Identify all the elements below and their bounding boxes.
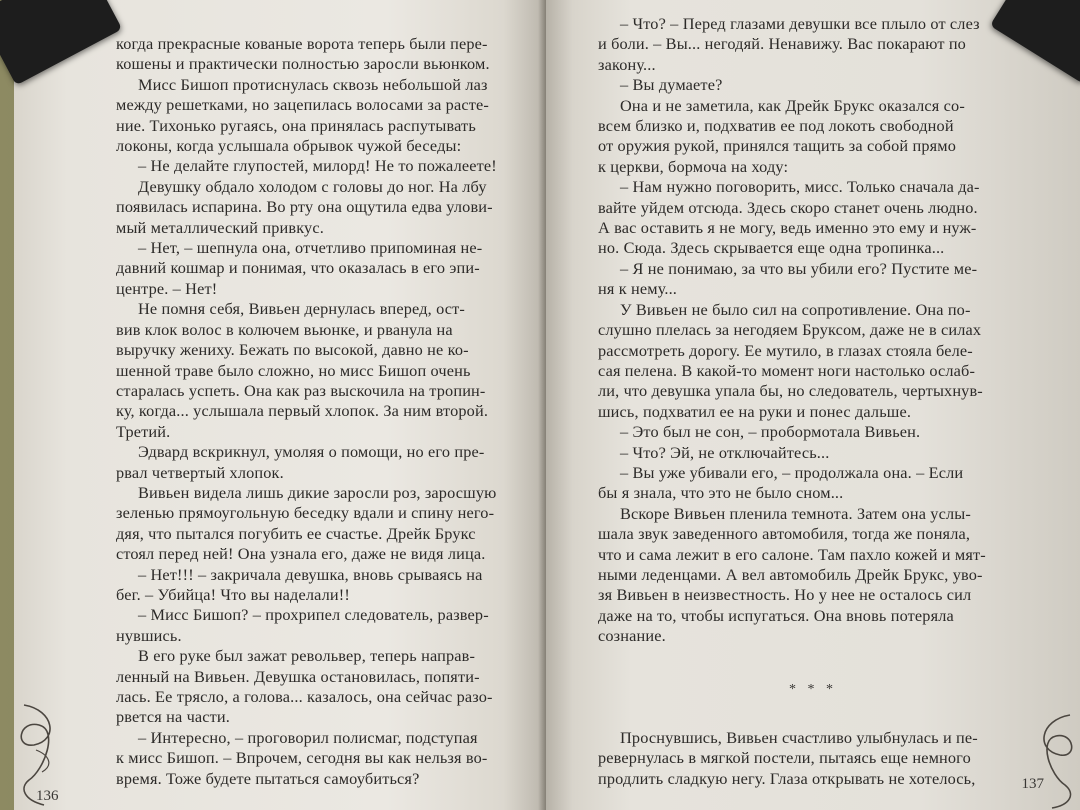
text-line: слушно плелась за негодяем Бруксом, даже не в силах (598, 320, 982, 340)
text-line: У Вивьен не было сил на сопротивление. Она по- (620, 299, 971, 319)
text-line: Вивьен видела лишь дикие заросли роз, заросшую (138, 482, 497, 502)
page-number-left: 136 (36, 788, 59, 804)
text-line: бы я знала, что это не было сном... (598, 483, 844, 503)
text-line: Проснувшись, Вивьен счастливо улыбнулась и пе- (620, 728, 978, 747)
text-line: и боли. – Вы... негодяй. Ненавижу. Вас покарают по (598, 34, 966, 54)
text-line: но. Сюда. Здесь скрывается еще одна тропинка... (598, 238, 945, 258)
text-line: сая пелена. В какой-то момент ноги настолько ослаб- (598, 360, 976, 380)
text-line: ными леденцами. А вел автомобиль Дрейк Брукс, уво- (598, 564, 983, 584)
text-line: между решетками, но зацепилась волосами за расте- (116, 95, 489, 115)
text-line: Девушку обдало холодом с головы до ног. На лбу (138, 176, 487, 196)
text-line: шала звук заведенного автомобиля, тогда же поняла, (598, 524, 971, 544)
text-line: рассмотреть дорогу. Ее мутило, в глазах стояла беле- (598, 340, 973, 360)
text-line: – Что? – Перед глазами девушки все плыло от слез (620, 14, 980, 33)
text-line: рвал четвертый хлопок. (116, 462, 284, 482)
text-line: ние. Тихонько ругаясь, она принялась распутывать (116, 115, 476, 135)
text-line: ня к нему... (598, 279, 678, 299)
text-line: рвется на части. (116, 707, 231, 727)
text-line: что и сама лежит в его салоне. Там пахло кожей и мят- (598, 544, 986, 564)
text-line: зя Вивьен в неизвестность. Но у нее не осталось сил (598, 585, 972, 605)
text-line: закону... (598, 54, 656, 74)
text-line: – Не делайте глупостей, милорд! Не то пожалеете! (138, 156, 497, 176)
section-break: * * * (789, 682, 837, 697)
text-line: сознание. (598, 626, 666, 646)
text-line: – Вы думаете? (620, 75, 723, 95)
text-line: Эдвард вскрикнул, умоляя о помощи, но его пре- (138, 442, 485, 462)
text-line: локоны, когда услышала обрывок чужой беседы: (116, 136, 462, 156)
text-line: ку, когда... услышала первый хлопок. За ним второй. (116, 401, 489, 421)
text-line: А вас оставить я не могу, ведь именно это ему и нуж- (598, 218, 977, 238)
text-line: Она и не заметила, как Дрейк Брукс оказался со- (620, 95, 965, 115)
text-line: – Интересно, – проговорил полисмаг, подступая (138, 727, 478, 747)
text-line: вайте уйдем отсюда. Здесь скоро станет очень людно. (598, 197, 978, 217)
text-line: В его руке был зажат револьвер, теперь направ- (138, 646, 476, 666)
text-line: всем близко и, подхватив ее под локоть свободной (598, 116, 954, 136)
text-line: к мисс Бишоп. – Впрочем, сегодня вы как нельзя во- (116, 748, 488, 768)
text-line: Мисс Бишоп протиснулась сквозь небольшой лаз (138, 74, 488, 94)
right-page (546, 0, 1080, 810)
text-line: мый металлический привкус. (116, 217, 324, 237)
text-line: появилась испарина. Во рту она ощутила едва улови- (116, 197, 493, 217)
right-page-text-after-break (598, 728, 1008, 789)
text-line: выручку жениху. Бежать по высокой, давно не ко- (116, 340, 469, 360)
text-line: – Я не понимаю, за что вы убили его? Пустите ме- (620, 258, 978, 278)
text-line: к церкви, бормоча на ходу: (598, 156, 789, 176)
text-line: вив клок волос в колючем вьюнке, и рванула на (116, 319, 453, 339)
text-line: – Это был не сон, – пробормотала Вивьен. (620, 422, 921, 442)
text-line: от оружия рукой, принялся тащить за собой прямо (598, 136, 956, 156)
text-line: нувшись. (116, 625, 182, 645)
ornament-flourish-right-icon (1010, 710, 1080, 810)
page-number-right: 137 (1021, 776, 1044, 792)
text-line: – Нет!!! – закричала девушка, вновь срываясь на (138, 564, 483, 584)
text-line: ревернулась в мягкой постели, пытаясь еще немного (598, 748, 971, 768)
text-line: даже на то, чтобы испугаться. Она вновь потеряла (598, 605, 954, 625)
text-line: – Мисс Бишоп? – прохрипел следователь, развер- (138, 605, 489, 625)
text-line: время. Тоже будете пытаться самоубиться? (116, 768, 420, 788)
text-line: давний кошмар и понимая, что оказалась в его эпи- (116, 258, 480, 278)
text-line: центре. – Нет! (116, 278, 218, 298)
text-line: – Нет, – шепнула она, отчетливо припоминая не- (138, 238, 483, 258)
text-line: шись, подхватил ее на руки и понес дальше. (598, 401, 912, 421)
text-line: старалась успеть. Она как раз выскочила на тропин- (116, 380, 486, 400)
text-line: продлить сладкую негу. Глаза открывать не хотелось, (598, 768, 976, 788)
text-line: стоял перед ней! Она узнала его, даже не видя лица. (116, 544, 486, 564)
text-line: Не помня себя, Вивьен дернулась вперед, ост- (138, 299, 466, 319)
right-page-text (598, 14, 1008, 647)
text-line: ленный на Вивьен. Девушка остановилась, попяти- (116, 666, 480, 686)
text-line: лась. Ее трясло, а голова... казалось, она сейчас разо- (116, 687, 493, 706)
text-line: ли, что девушка упала бы, но следователь, чертыхнув- (598, 381, 983, 401)
text-line: – Вы уже убивали его, – продолжала она. – Если (620, 462, 964, 482)
text-line: Третий. (116, 421, 171, 441)
text-line: кошены и практически полностью заросли вьюнком. (116, 54, 490, 74)
left-page (14, 0, 546, 810)
text-line: шенной траве было сложно, но мисс Бишоп очень (116, 360, 471, 380)
text-line: зеленью прямоугольную беседку вдали и спину него- (116, 503, 495, 523)
left-page-text (116, 34, 516, 789)
text-line: бег. – Убийца! Что вы наделали!! (116, 584, 350, 604)
text-line: дяя, что пытался погубить ее счастье. Дрейк Брукс (116, 523, 476, 543)
text-line: – Нам нужно поговорить, мисс. Только сначала да- (620, 177, 980, 197)
text-line: – Что? Эй, не отключайтесь... (620, 442, 830, 462)
text-line: Вскоре Вивьен пленила темнота. Затем она услы- (620, 503, 971, 523)
text-line: когда прекрасные кованые ворота теперь были пере- (116, 34, 488, 53)
